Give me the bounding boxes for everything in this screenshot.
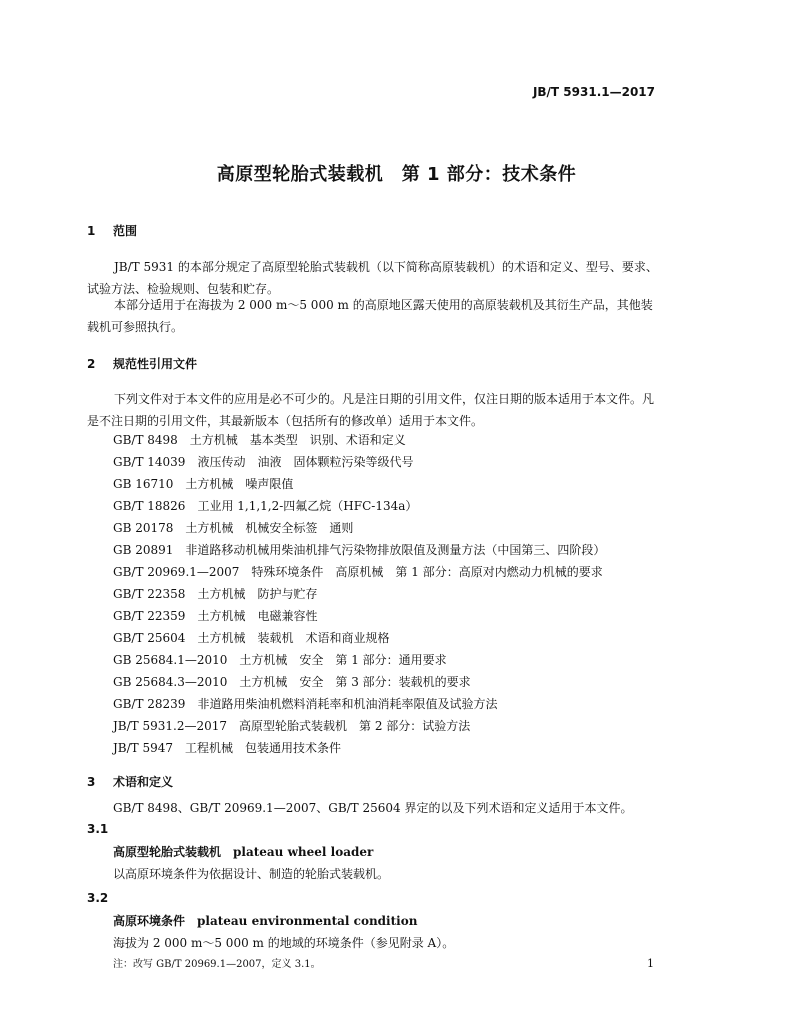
reference-item: GB 25684.1—2010 土方机械 安全 第 1 部分：通用要求 <box>113 653 447 667</box>
term-name: 高原环境条件 plateau environmental condition <box>113 914 418 928</box>
term-number: 3.2 <box>87 891 109 905</box>
terms-intro: GB/T 8498、GB/T 20969.1—2007、GB/T 25604 界定的以及下列术语和定义适用于本文件。 <box>113 801 633 815</box>
term-definition: 以高原环境条件为依据设计、制造的轮胎式装载机。 <box>113 867 390 881</box>
reference-item: GB/T 18826 工业用 1,1,1,2-四氟乙烷（HFC-134a） <box>113 499 418 513</box>
reference-item: JB/T 5947 工程机械 包装通用技术条件 <box>113 741 342 755</box>
section-title: 范围 <box>113 224 138 238</box>
scope-paragraph-1: JB/T 5931 的本部分规定了高原型轮胎式装载机（以下简称高原装载机）的术语和定义、型号、要求、试验方法、检验规则、包装和贮存。 <box>87 260 658 296</box>
page-title: 高原型轮胎式装载机 第 1 部分：技术条件 <box>216 164 577 185</box>
section-number: 2 <box>87 357 96 371</box>
term-definition: 海拔为 2 000 m～5 000 m 的地域的环境条件（参见附录 A）。 <box>113 936 455 950</box>
section-3-heading <box>87 773 173 790</box>
section-title: 术语和定义 <box>113 775 174 789</box>
term-note: 注：改写 GB/T 20969.1—2007，定义 3.1。 <box>113 959 321 970</box>
term-name: 高原型轮胎式装载机 plateau wheel loader <box>113 845 374 859</box>
section-title: 规范性引用文件 <box>113 357 198 371</box>
reference-item: GB 25684.3—2010 土方机械 安全 第 3 部分：装载机的要求 <box>113 675 471 689</box>
reference-item: GB 16710 土方机械 噪声限值 <box>113 477 294 491</box>
reference-item: GB 20891 非道路移动机械用柴油机排气污染物排放限值及测量方法（中国第三、四阶段） <box>113 543 606 557</box>
references-intro: 下列文件对于本文件的应用是必不可少的。凡是注日期的引用文件，仅注日期的版本适用于本文件。凡是不注日期的引用文件，其最新版本（包括所有的修改单）适用于本文件。 <box>87 392 655 428</box>
reference-item: GB/T 22359 土方机械 电磁兼容性 <box>113 609 318 623</box>
page-number: 1 <box>647 957 654 970</box>
reference-item: GB/T 14039 液压传动 油液 固体颗粒污染等级代号 <box>113 455 414 469</box>
reference-item: JB/T 5931.2—2017 高原型轮胎式装载机 第 2 部分：试验方法 <box>113 719 471 733</box>
scope-paragraph-2: 本部分适用于在海拔为 2 000 m～5 000 m 的高原地区露天使用的高原装载机及其衍生产品，其他装载机可参照执行。 <box>87 298 653 334</box>
reference-item: GB/T 28239 非道路用柴油机燃料消耗率和机油消耗率限值及试验方法 <box>113 697 498 711</box>
section-2-heading <box>87 355 197 372</box>
section-number: 3 <box>87 775 96 789</box>
reference-item: GB/T 20969.1—2007 特殊环境条件 高原机械 第 1 部分：高原对内燃动力机械的要求 <box>113 565 603 579</box>
section-number: 1 <box>87 224 96 238</box>
standard-code: JB/T 5931.1—2017 <box>532 85 655 99</box>
section-1-heading <box>87 222 137 239</box>
reference-item: GB/T 8498 土方机械 基本类型 识别、术语和定义 <box>113 433 406 447</box>
term-number: 3.1 <box>87 822 109 836</box>
reference-item: GB/T 25604 土方机械 装载机 术语和商业规格 <box>113 631 390 645</box>
reference-item: GB 20178 土方机械 机械安全标签 通则 <box>113 521 354 535</box>
reference-item: GB/T 22358 土方机械 防护与贮存 <box>113 587 318 601</box>
